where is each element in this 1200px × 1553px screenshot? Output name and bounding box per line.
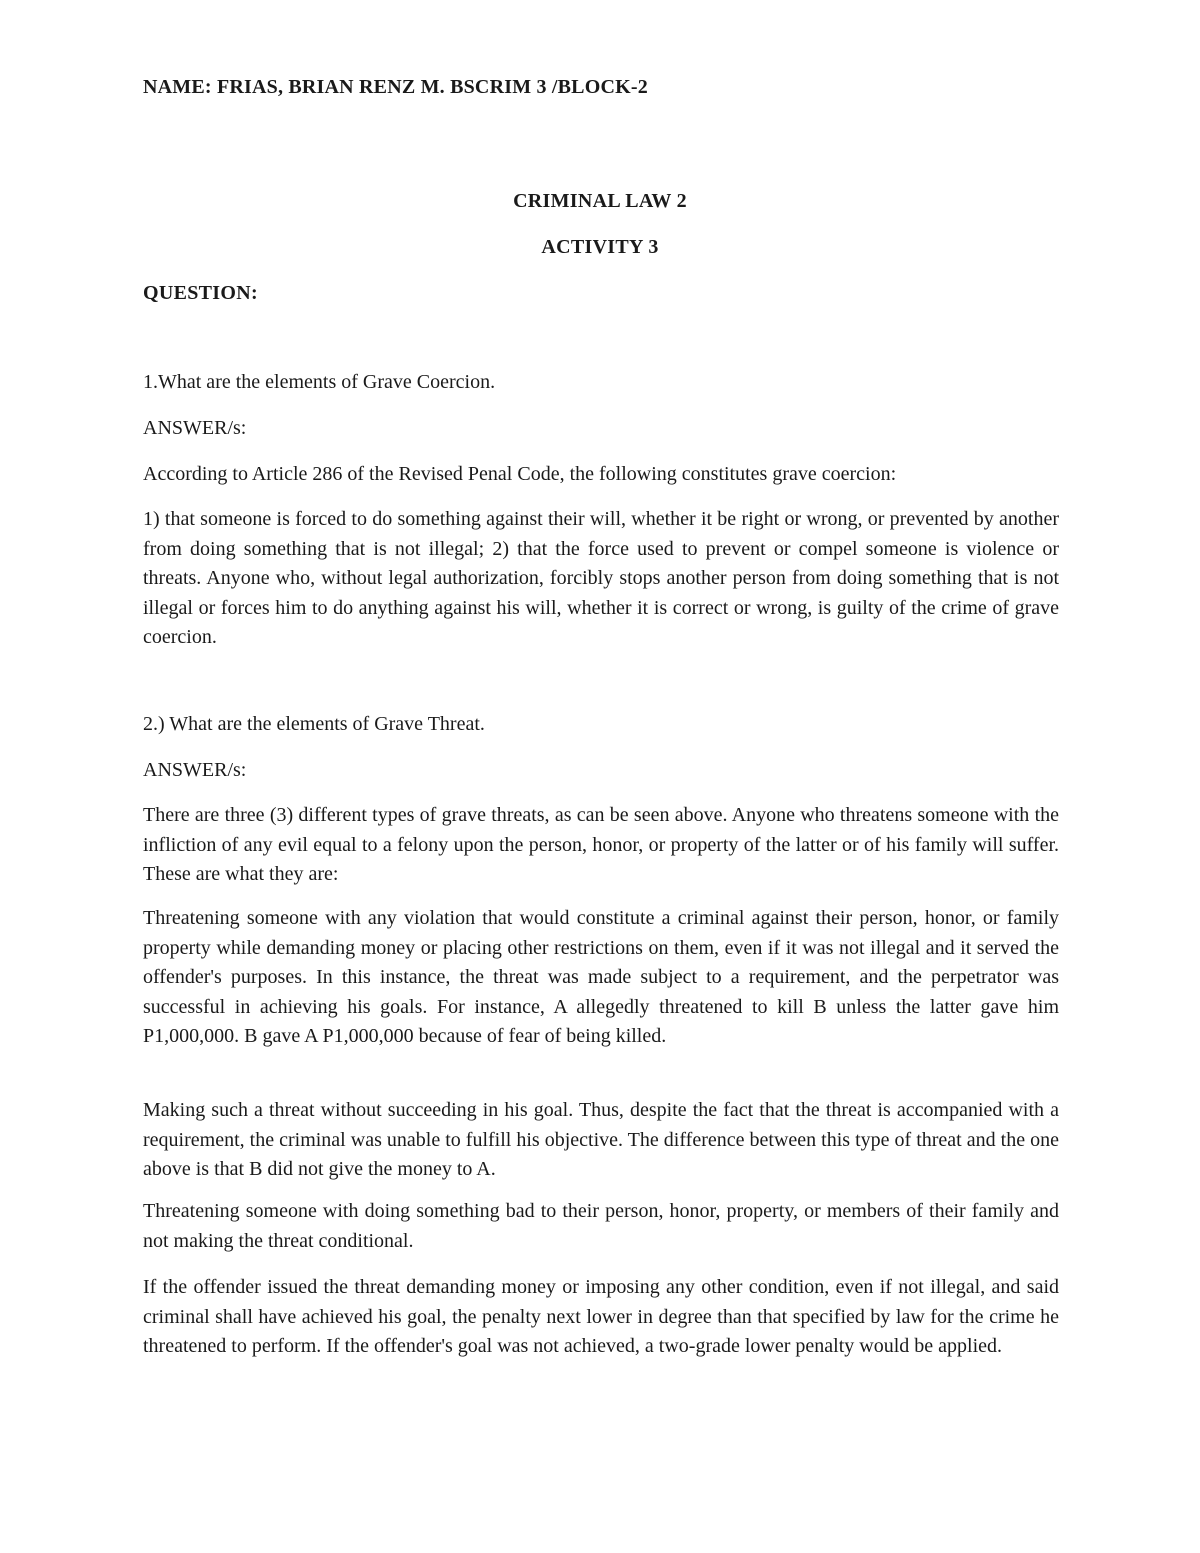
question-2: 2.) What are the elements of Grave Threat. [143, 713, 485, 735]
answer-1-intro: According to Article 286 of the Revised Penal Code, the following constitutes grave coercion: [143, 463, 897, 485]
answer-2-label: ANSWER/s: [143, 759, 247, 781]
answer-2-paragraph: Making such a threat without succeeding in his goal. Thus, despite the fact that the threat is accompanied with a requirement, the criminal was unable to fulfill his objective. The difference between this type of threat and the one above is that B did not give the money to A. [143, 1099, 1059, 1180]
answer-2-paragraph: Threatening someone with any violation that would constitute a criminal against their person, honor, or family property while demanding money or placing other restrictions on them, even if it was not illegal and it served the offender's purposes. In this instance, the threat was made subject to a requirement, and the perpetrator was successful in achieving his goals. For instance, A allegedly threatened to kill B unless the latter gave him P1,000,000. B gave A P1,000,000 because of fear of being killed. [143, 907, 1059, 1047]
answer-2-paragraph: If the offender issued the threat demanding money or imposing any other condition, even if not illegal, and said criminal shall have achieved his goal, the penalty next lower in degree than that specified by law for the crime he threatened to perform. If the offender's goal was not achieved, a two-grade lower penalty would be applied. [143, 1276, 1059, 1357]
question-label: QUESTION: [143, 282, 258, 304]
course-title: CRIMINAL LAW 2 [513, 190, 687, 212]
answer-1-label: ANSWER/s: [143, 417, 247, 439]
answer-2-paragraph: There are three (3) different types of grave threats, as can be seen above. Anyone who threatens someone with the infliction of any evil equal to a felony upon the person, honor, or property of the latter or of his family will suffer. These are what they are: [143, 804, 1059, 885]
student-name-line: NAME: FRIAS, BRIAN RENZ M. BSCRIM 3 /BLOCK-2 [143, 76, 648, 98]
activity-title: ACTIVITY 3 [541, 236, 659, 258]
answer-1-body: 1) that someone is forced to do something against their will, whether it be right or wrong, or prevented by another from doing something that is not illegal; 2) that the force used to prevent or compel someone is violence or threats. Anyone who, without legal authorization, forcibly stops another person from doing something that is not illegal or forces him to do anything against his will, whether it is correct or wrong, is guilty of the crime of grave coercion. [143, 508, 1059, 648]
question-1: 1.What are the elements of Grave Coercion. [143, 371, 496, 393]
answer-2-paragraph: Threatening someone with doing something bad to their person, honor, property, or members of their family and not making the threat conditional. [143, 1200, 1059, 1252]
